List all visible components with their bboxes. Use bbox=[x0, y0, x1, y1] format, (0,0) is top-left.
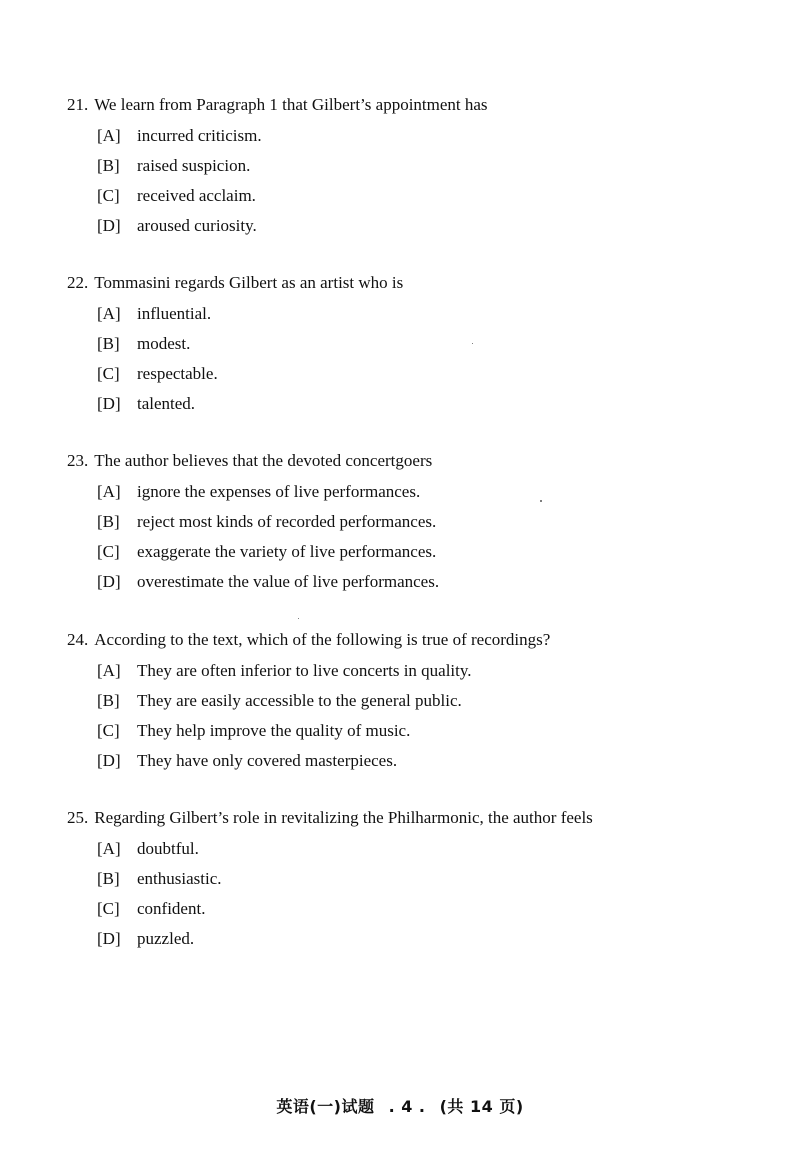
option-text: They are easily accessible to the general public. bbox=[137, 691, 462, 710]
option-letter: [A] bbox=[97, 304, 121, 323]
option-text: confident. bbox=[137, 899, 206, 918]
question-21 bbox=[67, 95, 757, 236]
question-number: 24. bbox=[67, 630, 89, 649]
option-text: doubtful. bbox=[137, 839, 199, 858]
scan-speck bbox=[540, 500, 542, 502]
option-d bbox=[97, 751, 757, 771]
option-letter: [C] bbox=[97, 721, 120, 740]
option-letter: [D] bbox=[97, 572, 121, 591]
option-letter: [B] bbox=[97, 691, 120, 710]
question-text: The author believes that the devoted concertgoers bbox=[94, 451, 433, 470]
option-text: They are often inferior to live concerts in quality. bbox=[137, 661, 472, 680]
footer-total-pages: (共 14 页) bbox=[439, 1097, 524, 1116]
option-d bbox=[97, 394, 757, 414]
option-text: They have only covered masterpieces. bbox=[137, 751, 398, 770]
question-text: We learn from Paragraph 1 that Gilbert’s appointment has bbox=[94, 95, 488, 114]
question-stem bbox=[67, 630, 757, 650]
question-23 bbox=[67, 451, 757, 592]
option-text: exaggerate the variety of live performances. bbox=[137, 542, 437, 561]
page-footer bbox=[0, 1097, 800, 1117]
option-b bbox=[97, 334, 757, 354]
question-text: According to the text, which of the following is true of recordings? bbox=[94, 630, 551, 649]
option-b bbox=[97, 691, 757, 711]
question-text: Tommasini regards Gilbert as an artist who is bbox=[94, 273, 404, 292]
option-letter: [A] bbox=[97, 126, 121, 145]
option-c bbox=[97, 364, 757, 384]
option-text: puzzled. bbox=[137, 929, 195, 948]
question-24 bbox=[67, 630, 757, 771]
option-d bbox=[97, 572, 757, 592]
question-25 bbox=[67, 808, 757, 949]
option-text: talented. bbox=[137, 394, 196, 413]
option-c bbox=[97, 721, 757, 741]
option-letter: [B] bbox=[97, 156, 120, 175]
option-letter: [D] bbox=[97, 216, 121, 235]
option-b bbox=[97, 156, 757, 176]
option-c bbox=[97, 899, 757, 919]
option-d bbox=[97, 216, 757, 236]
option-text: modest. bbox=[137, 334, 191, 353]
option-letter: [D] bbox=[97, 751, 121, 770]
option-a bbox=[97, 839, 757, 859]
question-number: 23. bbox=[67, 451, 89, 470]
question-22 bbox=[67, 273, 757, 414]
option-text: influential. bbox=[137, 304, 212, 323]
option-b bbox=[97, 869, 757, 889]
option-text: They help improve the quality of music. bbox=[137, 721, 411, 740]
option-text: aroused curiosity. bbox=[137, 216, 257, 235]
option-text: ignore the expenses of live performances. bbox=[137, 482, 421, 501]
option-letter: [B] bbox=[97, 512, 120, 531]
question-stem bbox=[67, 808, 757, 828]
option-letter: [A] bbox=[97, 482, 121, 501]
option-text: respectable. bbox=[137, 364, 218, 383]
option-text: reject most kinds of recorded performances. bbox=[137, 512, 437, 531]
option-text: raised suspicion. bbox=[137, 156, 251, 175]
option-letter: [B] bbox=[97, 869, 120, 888]
option-d bbox=[97, 929, 757, 949]
option-letter: [C] bbox=[97, 186, 120, 205]
option-a bbox=[97, 304, 757, 324]
option-text: incurred criticism. bbox=[137, 126, 262, 145]
option-text: overestimate the value of live performances. bbox=[137, 572, 440, 591]
option-text: enthusiastic. bbox=[137, 869, 222, 888]
option-a bbox=[97, 482, 757, 502]
footer-subject: 英语(一)试题 bbox=[276, 1097, 375, 1116]
option-letter: [D] bbox=[97, 394, 121, 413]
question-number: 21. bbox=[67, 95, 89, 114]
option-b bbox=[97, 512, 757, 532]
option-a bbox=[97, 661, 757, 681]
scan-speck bbox=[472, 343, 473, 344]
option-letter: [A] bbox=[97, 839, 121, 858]
option-c bbox=[97, 542, 757, 562]
question-stem bbox=[67, 273, 757, 293]
option-letter: [C] bbox=[97, 899, 120, 918]
option-letter: [C] bbox=[97, 542, 120, 561]
option-letter: [A] bbox=[97, 661, 121, 680]
option-text: received acclaim. bbox=[137, 186, 256, 205]
question-text: Regarding Gilbert’s role in revitalizing the Philharmonic, the author feels bbox=[94, 808, 593, 827]
footer-page-number: . 4 . bbox=[388, 1097, 426, 1116]
option-a bbox=[97, 126, 757, 146]
question-number: 25. bbox=[67, 808, 89, 827]
option-letter: [C] bbox=[97, 364, 120, 383]
option-letter: [D] bbox=[97, 929, 121, 948]
question-stem bbox=[67, 451, 757, 471]
scan-speck bbox=[298, 618, 299, 619]
question-number: 22. bbox=[67, 273, 89, 292]
question-stem bbox=[67, 95, 757, 115]
option-letter: [B] bbox=[97, 334, 120, 353]
option-c bbox=[97, 186, 757, 206]
